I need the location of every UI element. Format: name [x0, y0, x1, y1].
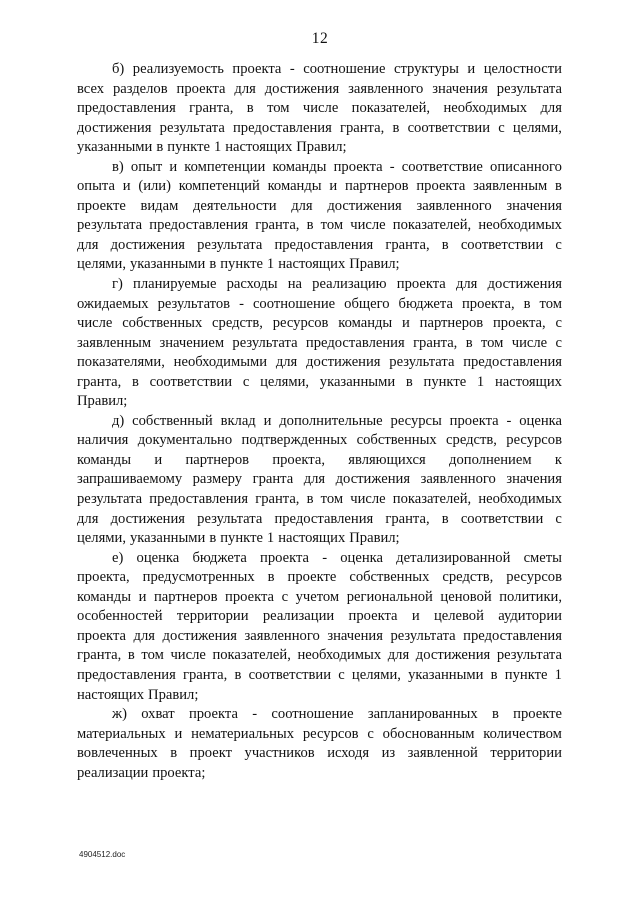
text-line: целями, указанными в пункте 1 настоящих Правил;: [77, 530, 400, 547]
text-line: в) опыт и компетенции команды проекта - соответствие описанного: [112, 158, 562, 175]
text-line: ожидаемых результатов - соотношение общего бюджета проекта, в том: [77, 295, 562, 312]
text-line: особенностей территории реализации проекта и целевой аудитории: [77, 608, 562, 625]
page-number: 12: [311, 30, 329, 47]
document-file-code: 4904512.doc: [79, 850, 126, 859]
text-line: целями, указанными в пункте 1 настоящих Правил;: [77, 256, 400, 273]
text-line: указанными в пункте 1 настоящих Правил;: [77, 139, 347, 156]
paragraph-g: [77, 275, 562, 412]
text-line: достижения результата предоставления гранта, в соответствии с целями,: [77, 119, 562, 136]
text-line: материальных и нематериальных ресурсов с обоснованным количеством: [77, 725, 562, 742]
text-line: предоставления гранта, в соответствии с целями, указанными в пункте 1: [77, 666, 562, 683]
text-line: гранта, в том числе показателей, необходимых для достижения результата: [77, 647, 562, 664]
paragraph-d: [77, 412, 562, 549]
text-line: гранта, в соответствии с целями, указанными в пункте 1 настоящих: [77, 373, 562, 390]
text-line: команды и партнеров проекта, являющихся дополнением к: [77, 451, 562, 468]
text-line: запрашиваемому размеру гранта для достижения заявленного значения: [77, 471, 562, 488]
paragraph-e: [77, 549, 562, 705]
text-line: результата предоставления гранта, в том числе показателей, необходимых: [77, 491, 562, 508]
text-line: настоящих Правил;: [77, 686, 199, 703]
paragraph-b: [77, 60, 562, 158]
text-line: показателями, необходимыми для достижения результата предоставления: [77, 354, 562, 371]
text-line: проекта, предусмотренных в проекте собственных средств, ресурсов: [77, 569, 562, 586]
text-line: проекта для достижения заявленного значения результата предоставления: [77, 627, 562, 644]
text-line: команды и партнеров проекта с учетом региональной ценовой политики,: [77, 588, 562, 605]
text-line: реализации проекта;: [77, 764, 206, 781]
text-line: ж) охват проекта - соотношение запланированных в проекте: [112, 706, 562, 723]
document-body: [77, 60, 562, 783]
text-line: для достижения результата предоставления гранта, в соответствии с: [77, 236, 562, 253]
text-line: б) реализуемость проекта - соотношение структуры и целостности: [112, 61, 562, 77]
paragraph-v: [77, 158, 562, 275]
text-line: результата предоставления гранта, в том числе показателей, необходимых: [77, 217, 562, 234]
text-line: предоставления гранта, в том числе показателей, необходимых для: [77, 100, 562, 117]
text-line: е) оценка бюджета проекта - оценка детализированной сметы: [112, 549, 562, 566]
text-line: г) планируемые расходы на реализацию проекта для достижения: [112, 276, 562, 293]
text-line: наличия документально подтвержденных собственных средств, ресурсов: [77, 432, 562, 449]
paragraph-zh: [77, 705, 562, 783]
text-line: опыта и (или) компетенций команды и партнеров проекта заявленным в: [77, 178, 562, 195]
text-line: Правил;: [77, 393, 128, 410]
text-line: вовлеченных в проект участников исходя из заявленной территории: [77, 745, 562, 762]
text-line: всех разделов проекта для достижения заявленного значения результата: [77, 80, 562, 97]
text-line: для достижения результата предоставления гранта, в соответствии с: [77, 510, 562, 527]
text-line: д) собственный вклад и дополнительные ресурсы проекта - оценка: [112, 412, 562, 429]
text-line: числе собственных средств, ресурсов команды и партнеров проекта, с: [77, 315, 562, 332]
text-line: проекте видам деятельности для достижения заявленного значения: [77, 197, 562, 214]
text-line: заявленным значением результата предоставления гранта, в том числе с: [77, 334, 562, 351]
